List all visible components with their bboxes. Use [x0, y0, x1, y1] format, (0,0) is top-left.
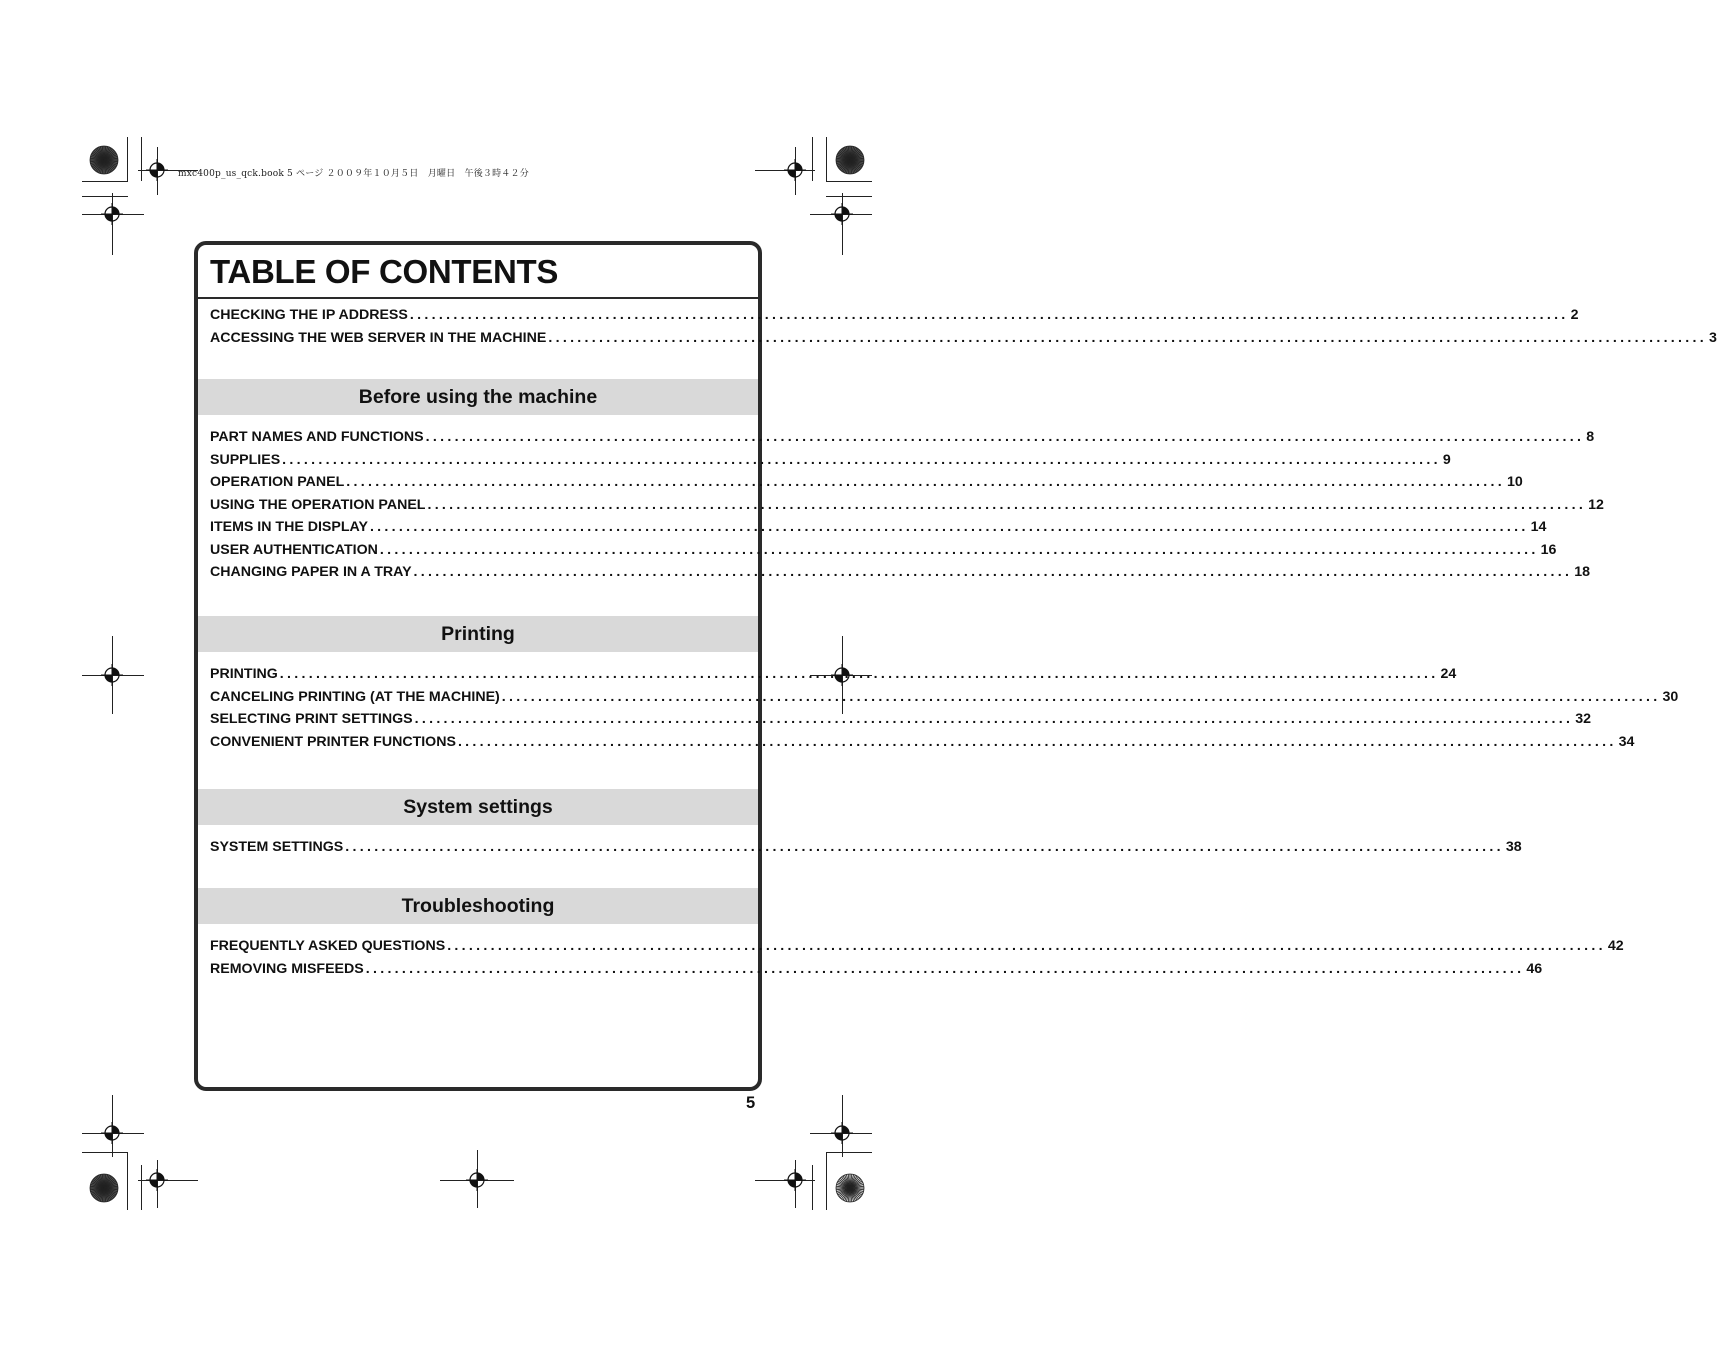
crop-line [826, 137, 827, 181]
registration-mark-icon [146, 159, 168, 181]
crop-line [141, 1165, 142, 1210]
registration-mark-icon [101, 1122, 123, 1144]
toc-entry-page: 16 [1540, 541, 1557, 558]
section-entries-troubleshooting [210, 938, 1624, 983]
toc-entry-label: USING THE OPERATION PANEL [210, 496, 426, 513]
toc-entry[interactable] [210, 329, 1717, 353]
crop-line [812, 137, 813, 181]
leader-dots: ................................................................................................................................................................ [346, 474, 1505, 490]
intro-entries [210, 307, 1717, 352]
toc-entry-label: SYSTEM SETTINGS [210, 839, 344, 855]
crop-line [127, 137, 128, 181]
toc-entry-label: USER AUTHENTICATION [210, 541, 378, 558]
leader-dots: ................................................................................................................................................................ [345, 839, 1504, 855]
toc-entry-label: PRINTING [210, 666, 278, 682]
crop-line [826, 1152, 827, 1210]
leader-dots: ................................................................................................................................................................ [425, 429, 1585, 445]
toc-entry-page: 42 [1607, 938, 1624, 954]
crop-line [127, 1152, 128, 1210]
color-wheel-mark-icon [835, 145, 865, 175]
toc-entry-page: 3 [1709, 329, 1717, 346]
toc-entry-page: 30 [1662, 688, 1679, 705]
color-wheel-mark-icon [89, 1173, 119, 1203]
toc-entry-page: 24 [1440, 666, 1457, 682]
section-entries-printing [210, 666, 1679, 756]
leader-dots: ................................................................................................................................................................ [457, 733, 1617, 750]
section-entries-before-using [210, 429, 1604, 587]
toc-entry-label: FREQUENTLY ASKED QUESTIONS [210, 938, 446, 954]
toc-entry[interactable] [210, 451, 1451, 475]
section-heading-before-using: Before using the machine [198, 379, 758, 415]
crop-line [82, 181, 128, 182]
leader-dots: ................................................................................................................................................................ [409, 307, 1569, 323]
leader-dots: ................................................................................................................................................................ [414, 711, 1574, 727]
leader-dots: ................................................................................................................................................................ [447, 938, 1606, 954]
section-heading-troubleshooting: Troubleshooting [198, 888, 758, 924]
leader-dots: ................................................................................................................................................................ [379, 541, 1539, 558]
toc-entry[interactable] [210, 429, 1595, 452]
toc-entry-page: 12 [1588, 496, 1604, 513]
section-heading-printing: Printing [198, 616, 758, 652]
toc-entry[interactable] [210, 519, 1547, 542]
toc-entry-label: SUPPLIES [210, 451, 281, 468]
toc-entry[interactable] [210, 666, 1457, 689]
leader-dots: ................................................................................................................................................................ [501, 688, 1661, 705]
toc-entry[interactable] [210, 960, 1543, 984]
toc-entry[interactable] [210, 688, 1679, 712]
leader-dots: ................................................................................................................................................................ [365, 960, 1525, 977]
registration-mark-icon [101, 664, 123, 686]
toc-entry[interactable] [210, 938, 1624, 961]
toc-entry[interactable] [210, 733, 1635, 757]
toc-box [194, 241, 1717, 1091]
registration-mark-icon [784, 1169, 806, 1191]
crop-line [826, 1152, 872, 1153]
crop-line [141, 137, 142, 181]
toc-entry-page: 14 [1530, 519, 1547, 535]
print-header: mxc400p_us_qck.book 5 ページ ２００９年１０月５日 月曜日 午後３時４２分 [178, 169, 529, 179]
toc-entry-label: REMOVING MISFEEDS [210, 960, 364, 977]
toc-entry-page: 9 [1442, 451, 1451, 468]
registration-mark-icon [466, 1169, 488, 1191]
registration-mark-icon [784, 159, 806, 181]
toc-entry-label: CHECKING THE IP ADDRESS [210, 307, 408, 323]
toc-entry[interactable] [210, 839, 1522, 862]
toc-entry-label: CONVENIENT PRINTER FUNCTIONS [210, 733, 456, 750]
leader-dots: ................................................................................................................................................................ [427, 496, 1587, 513]
toc-entry-page: 8 [1586, 429, 1595, 445]
toc-entry-label: CHANGING PAPER IN A TRAY [210, 564, 412, 580]
leader-dots: ................................................................................................................................................................ [282, 451, 1441, 468]
crop-line [826, 181, 872, 182]
crop-line [82, 196, 128, 197]
toc-entry[interactable] [210, 541, 1557, 565]
section-heading-system-settings: System settings [198, 789, 758, 825]
toc-entry-page: 10 [1506, 474, 1523, 490]
leader-dots: ................................................................................................................................................................ [548, 329, 1708, 346]
toc-entry[interactable] [210, 307, 1579, 330]
toc-entry[interactable] [210, 474, 1523, 497]
leader-dots: ................................................................................................................................................................ [279, 666, 1439, 682]
leader-dots: ................................................................................................................................................................ [413, 564, 1573, 580]
toc-entry-label: ACCESSING THE WEB SERVER IN THE MACHINE [210, 329, 547, 346]
crop-line [826, 196, 872, 197]
toc-entry-label: PART NAMES AND FUNCTIONS [210, 429, 424, 445]
leader-dots: ................................................................................................................................................................ [369, 519, 1529, 535]
registration-mark-icon [831, 203, 853, 225]
toc-entry[interactable] [210, 564, 1591, 587]
toc-entry-page: 2 [1570, 307, 1579, 323]
toc-entry-page: 34 [1618, 733, 1635, 750]
toc-entry-label: SELECTING PRINT SETTINGS [210, 711, 413, 727]
toc-entry-page: 46 [1526, 960, 1543, 977]
registration-mark-icon [146, 1169, 168, 1191]
toc-title-bar [198, 245, 758, 299]
crop-line [82, 1152, 128, 1153]
color-wheel-mark-icon [835, 1173, 865, 1203]
toc-entry-page: 18 [1574, 564, 1591, 580]
toc-entry-label: ITEMS IN THE DISPLAY [210, 519, 368, 535]
registration-mark-icon [831, 1122, 853, 1144]
toc-entry-page: 38 [1505, 839, 1522, 855]
registration-mark-icon [101, 203, 123, 225]
page-number: 5 [746, 1094, 756, 1112]
toc-entry[interactable] [210, 711, 1592, 734]
toc-entry-page: 32 [1575, 711, 1592, 727]
section-entries-system-settings [210, 839, 1522, 862]
crop-line [812, 1165, 813, 1210]
color-wheel-mark-icon [89, 145, 119, 175]
toc-entry[interactable] [210, 496, 1604, 520]
toc-entry-label: OPERATION PANEL [210, 474, 345, 490]
page-title: TABLE OF CONTENTS [210, 253, 559, 290]
toc-entry-label: CANCELING PRINTING (AT THE MACHINE) [210, 688, 500, 705]
